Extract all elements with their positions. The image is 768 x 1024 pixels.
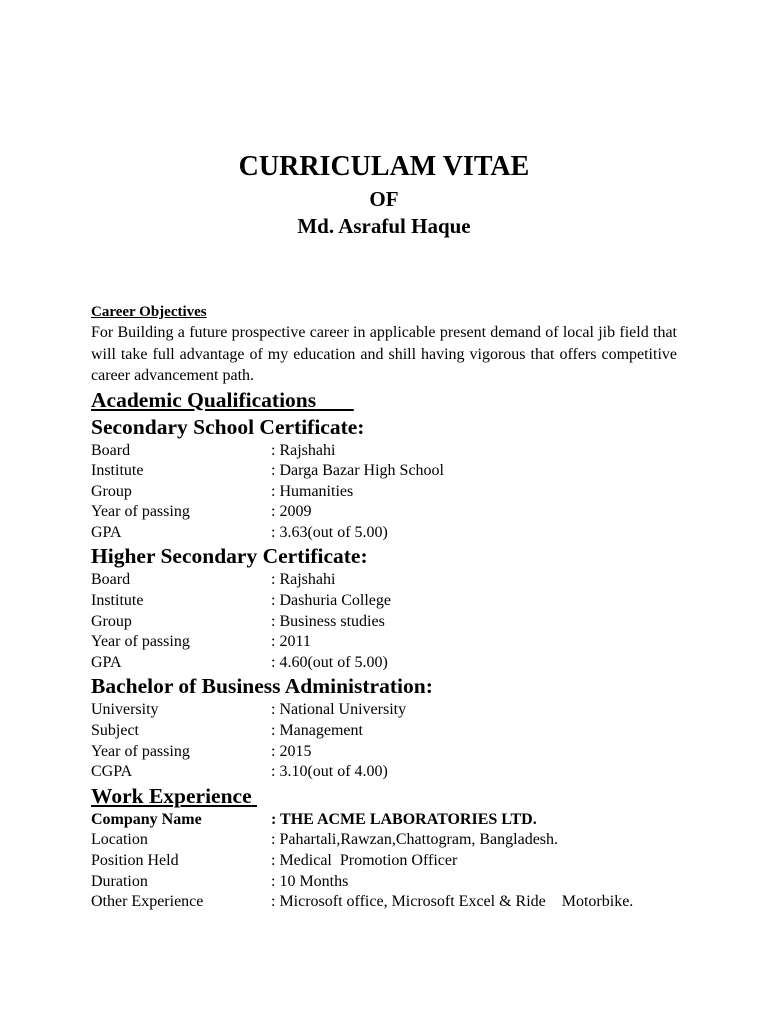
table-row — [91, 851, 677, 872]
row-key: Group — [91, 612, 132, 630]
table-row — [91, 441, 677, 462]
table-row — [91, 742, 677, 763]
row-key: Company Name — [91, 810, 202, 828]
cv-name: Md. Asraful Haque — [297, 214, 471, 238]
table-row — [91, 461, 677, 482]
table-row — [91, 632, 677, 653]
table-row — [91, 830, 677, 851]
row-key: Year of passing — [91, 633, 190, 651]
row-value: : 10 Months — [271, 872, 349, 890]
row-value: : 4.60(out of 5.00) — [271, 653, 388, 671]
table-row — [91, 612, 677, 633]
row-key: Board — [91, 441, 131, 459]
table-row — [91, 872, 677, 893]
table-row — [91, 523, 677, 544]
row-value: : Medical Promotion Officer — [271, 852, 458, 869]
row-key: Board — [91, 571, 131, 589]
cv-of: OF — [369, 187, 399, 211]
table-row — [91, 810, 677, 831]
academic-heading-text: Academic Qualifications — [91, 387, 317, 412]
hsc-table — [91, 570, 677, 673]
row-value: : 2015 — [271, 742, 312, 760]
table-row — [91, 653, 677, 674]
row-key: GPA — [91, 653, 122, 671]
table-row — [91, 591, 677, 612]
table-row — [91, 482, 677, 503]
row-key: CGPA — [91, 763, 133, 781]
career-objectives-text: For Building a future prospective career in applicable present demand of local jib field that will take full advantage of my education and shill having vigorous that offers competitive career advancement path. — [91, 324, 677, 384]
row-key: Duration — [91, 872, 148, 890]
work-experience-heading-text: Work Experience — [91, 783, 252, 808]
row-key: University — [91, 701, 159, 719]
career-objectives-heading: Career Objectives — [91, 304, 207, 320]
row-key: Group — [91, 482, 132, 500]
row-key: Position Held — [91, 852, 179, 869]
cv-content — [91, 302, 677, 913]
ssc-table — [91, 441, 677, 544]
table-row — [91, 570, 677, 591]
table-row — [91, 502, 677, 523]
bba-heading: Bachelor of Business Administration: — [91, 674, 433, 699]
work-experience-heading — [91, 783, 677, 810]
row-value: : Business studies — [271, 612, 385, 630]
table-row — [91, 892, 677, 913]
row-value: : Pahartali,Rawzan,Chattogram, Bangladesh. — [271, 831, 559, 849]
row-key: GPA — [91, 523, 122, 541]
row-key: Location — [91, 831, 148, 849]
row-value: : Management — [271, 722, 363, 740]
row-value: : Dashuria College — [271, 592, 391, 610]
hsc-heading: Higher Secondary Certificate: — [91, 544, 368, 569]
table-row — [91, 721, 677, 742]
row-value: : Darga Bazar High School — [271, 462, 444, 480]
work-table — [91, 810, 677, 913]
row-key: Year of passing — [91, 742, 190, 760]
row-value: : 2011 — [271, 633, 311, 651]
row-value: : 3.10(out of 4.00) — [271, 763, 388, 781]
row-value: : Humanities — [271, 482, 354, 500]
cv-title: CURRICULAM VITAE — [238, 151, 530, 182]
bba-table — [91, 700, 677, 782]
table-row — [91, 762, 677, 783]
row-key: Institute — [91, 592, 144, 610]
row-value: : Microsoft office, Microsoft Excel & Ride Motorbike. — [271, 893, 634, 911]
academic-heading — [91, 387, 677, 414]
row-key: Year of passing — [91, 503, 190, 521]
row-value: : THE ACME LABORATORIES LTD. — [271, 810, 537, 828]
row-value: : National University — [271, 701, 407, 719]
ssc-heading: Secondary School Certificate: — [91, 414, 365, 439]
row-key: Other Experience — [91, 893, 204, 911]
table-row — [91, 700, 677, 721]
row-value: : 3.63(out of 5.00) — [271, 523, 388, 541]
row-value: : Rajshahi — [271, 571, 336, 589]
row-value: : Rajshahi — [271, 441, 336, 459]
row-key: Institute — [91, 462, 144, 480]
row-value: : 2009 — [271, 503, 312, 521]
row-key: Subject — [91, 722, 139, 740]
